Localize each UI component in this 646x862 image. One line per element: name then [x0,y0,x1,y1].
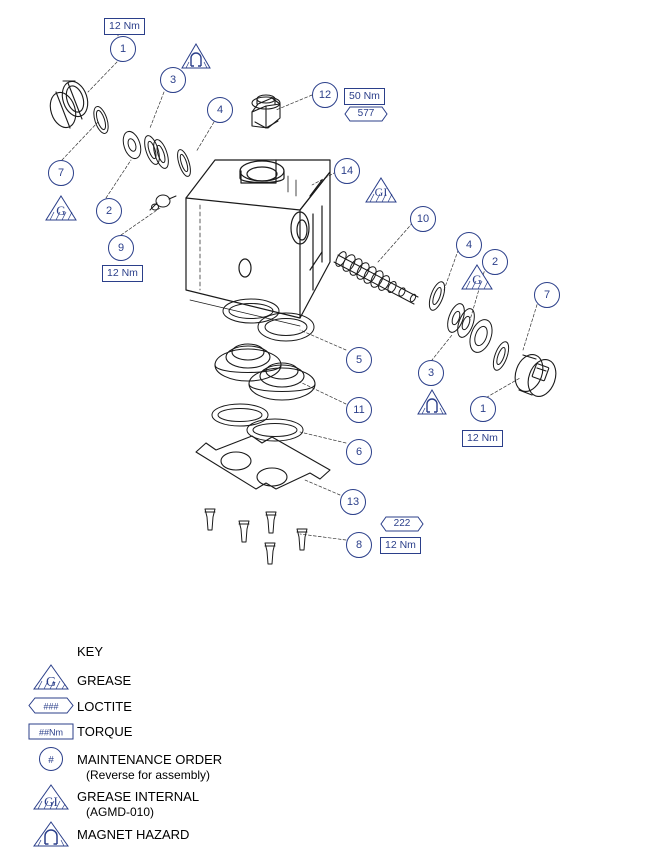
callout-4-right[interactable]: 4 [456,232,482,258]
grease-mark-right-text: G [472,272,482,287]
torque-tag-fitting: 50 Nm [344,88,385,105]
key-symbol-grease-internal [32,783,70,816]
callout-2[interactable]: 2 [96,198,122,224]
key-symbol-maintenance-order [38,746,64,777]
callout-5[interactable]: 5 [346,347,372,373]
key-heading: KEY [77,644,104,659]
grease-triangle-icon-legend [32,663,70,691]
grease-internal-mark [364,176,398,209]
callout-3[interactable]: 3 [160,67,186,93]
key-symbol-magnet-hazard [32,820,70,853]
key-label-torque: TORQUE [77,724,133,739]
grease-internal-mark-text: GI [374,185,388,199]
grease-mark-left [44,194,78,227]
torque-tag-top-left: 12 Nm [104,18,145,35]
loctite-tag-577-text: 577 [357,108,375,119]
loctite-hex-icon-legend [28,697,74,714]
callout-13[interactable]: 13 [340,489,366,515]
loctite-tag-222-text: 222 [393,518,411,529]
callout-6[interactable]: 6 [346,439,372,465]
callout-14[interactable]: 14 [334,158,360,184]
callout-4[interactable]: 4 [207,97,233,123]
magnet-hazard-mark-right [416,388,448,421]
torque-tag-right-lower: 12 Nm [462,430,503,447]
key-symbol-grease [32,663,70,696]
callout-12[interactable]: 12 [312,82,338,108]
key-label-grease: GREASE [77,673,132,688]
callout-11[interactable]: 11 [346,397,372,423]
key-label-loctite: LOCTITE [77,699,132,714]
key-sublabel-grease-internal: (AGMD-010) [86,805,155,819]
callout-1[interactable]: 1 [110,36,136,62]
callout-1-right[interactable]: 1 [470,396,496,422]
loctite-tag-222 [380,516,424,537]
key-label-maintenance-order: MAINTENANCE ORDER [77,752,223,767]
callout-9[interactable]: 9 [108,235,134,261]
order-circle-icon-legend [38,746,64,772]
callout-10[interactable]: 10 [410,206,436,232]
callout-3-right[interactable]: 3 [418,360,444,386]
svg-text:###: ### [43,701,59,712]
key-label-grease-internal: GREASE INTERNAL [77,789,200,804]
callout-7[interactable]: 7 [48,160,74,186]
magnet-hazard-mark-top [180,42,212,75]
grease-mark-left-text: G [56,203,66,218]
torque-tag-bolts: 12 Nm [380,537,421,554]
key-symbol-torque [28,723,74,745]
key-label-magnet-hazard: MAGNET HAZARD [77,827,190,842]
grease-internal-triangle-icon-legend [32,783,70,811]
grease-mark-right [460,263,494,296]
torque-tag-left-lower: 12 Nm [102,265,143,282]
loctite-tag-577 [344,106,388,127]
magnet-hazard-icon-2 [416,388,448,416]
key-symbol-loctite [28,697,74,719]
svg-text:##Nm: ##Nm [38,727,64,738]
svg-text:GI: GI [44,794,58,809]
callout-8[interactable]: 8 [346,532,372,558]
svg-text:#: # [48,755,54,766]
torque-box-icon-legend [28,723,74,740]
magnet-hazard-icon [180,42,212,70]
key-sublabel-maintenance-order: (Reverse for assembly) [86,768,211,782]
callout-2-right[interactable]: 2 [482,249,508,275]
magnet-hazard-icon-legend [32,820,70,848]
callout-7-right[interactable]: 7 [534,282,560,308]
svg-text:G: G [45,675,57,690]
